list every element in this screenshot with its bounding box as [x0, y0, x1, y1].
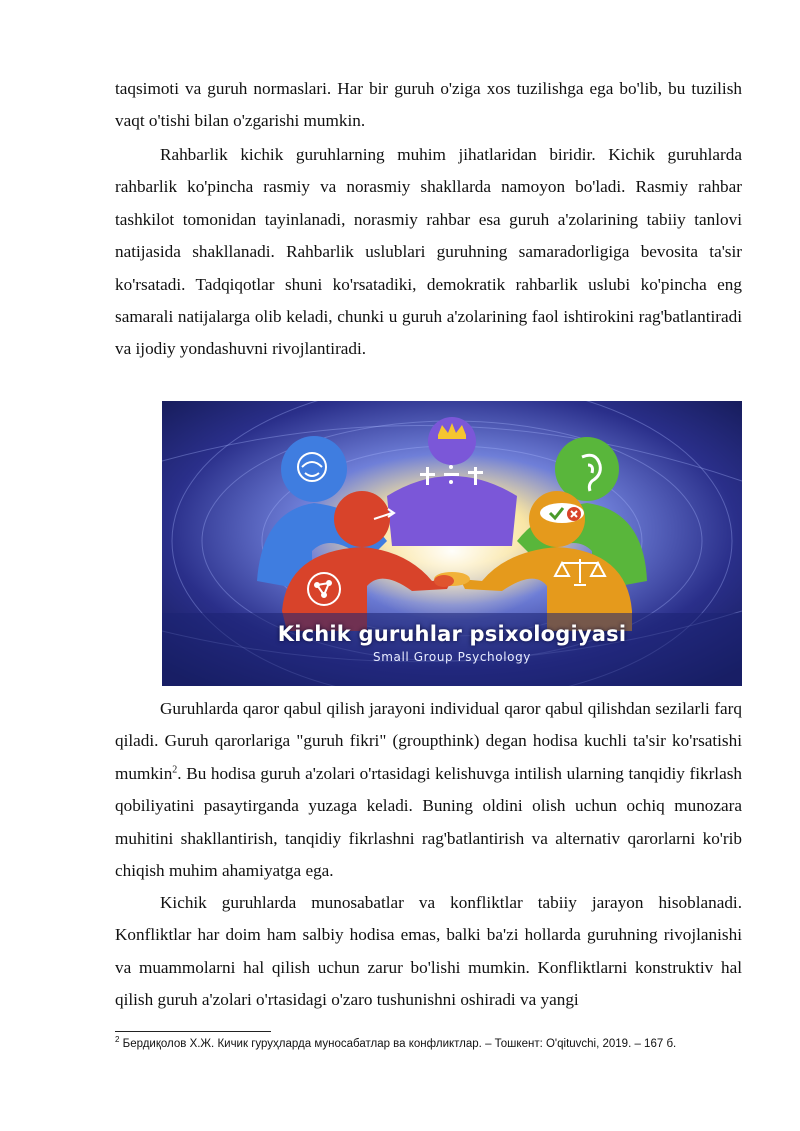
paragraph-conflicts: Kichik guruhlarda munosabatlar va konfliktlar tabiiy jarayon hisoblanadi. Konfliktlar har doim ham salbiy hodisa emas, balki ba'zi hollarda guruhning rivojlanishi va muammolarni hal qilish uchun zarur bo'lishi mumkin. Konfliktlarni konstruktiv hal qilish guruh a'zolari o'rtasidagi o'zaro tushunishni oshiradi va yangi: [115, 893, 742, 1010]
crown-icon: [438, 423, 466, 439]
check-cross-icon: [540, 503, 584, 523]
footnote-reference[interactable]: 2: [172, 764, 178, 776]
footnote-number: 2: [115, 1035, 120, 1045]
small-group-psychology-illustration: [162, 401, 742, 686]
paragraph-decision-making: [115, 693, 742, 887]
footnote-separator: [115, 1031, 271, 1032]
paragraph-text-before-ref: Guruhlarda qaror qabul qilish jarayoni individual qaror qabul qilishdan sezilarli farq qiladi. Guruh qarorlariga "guruh fikri" (groupthink) degan hodisa kuchli ta'sir ko'rsatishi mumkin: [115, 699, 742, 783]
illustration-subtitle: Small Group Psychology: [372, 650, 531, 664]
paragraph-continued: taqsimoti va guruh normaslari. Har bir guruh o'ziga xos tuzilishga ega bo'lib, bu tuzilish vaqt o'tishi bilan o'zgarishi mumkin.: [115, 79, 742, 131]
paragraph-leadership: Rahbarlik kichik guruhlarning muhim jihatlaridan biridir. Kichik guruhlarda rahbarlik ko'pincha rasmiy va norasmiy shakllarda namoyon bo'ladi. Rasmiy rahbar tashkilot tomonidan tayinlanadi, norasmiy rahbar esa guruh a'zolarining tabiiy tanlovi natijasida shakllanadi. Rahbarlik uslublari guruhning samaradorligiga bevosita ta'sir ko'rsatadi. Tadqiqotlar shuni ko'rsatadiki, demokratik rahbarlik uslubi ko'pincha eng samarali natijalarga olib keladi, chunki u guruh a'zolarining faol ishtirokini rag'batlantiradi va ijodiy yondashuvni rivojlantiradi.: [115, 145, 742, 359]
paragraph-text-after-ref: . Bu hodisa guruh a'zolari o'rtasidagi kelishuvga intilish ularning tanqidiy fikrlash qobiliyatini pasaytirganda yuzaga keladi. Buning oldini olish uchun ochiq munozara muhitini shakllantirish, tanqidiy fikrlashni rag'batlantirish va alternativ qarorlarni ko'rib chiqish muhim ahamiyatga ega.: [115, 763, 742, 881]
footnote: [115, 1035, 742, 1050]
illustration-title: Kichik guruhlar psixologiyasi: [277, 622, 627, 646]
footnote-text: Бердиқолов Х.Ж. Кичик гуруҳларда муносабатлар ва конфликтлар. – Тошкент: O'qituvchi, 2019. – 167 б.: [119, 1038, 677, 1050]
